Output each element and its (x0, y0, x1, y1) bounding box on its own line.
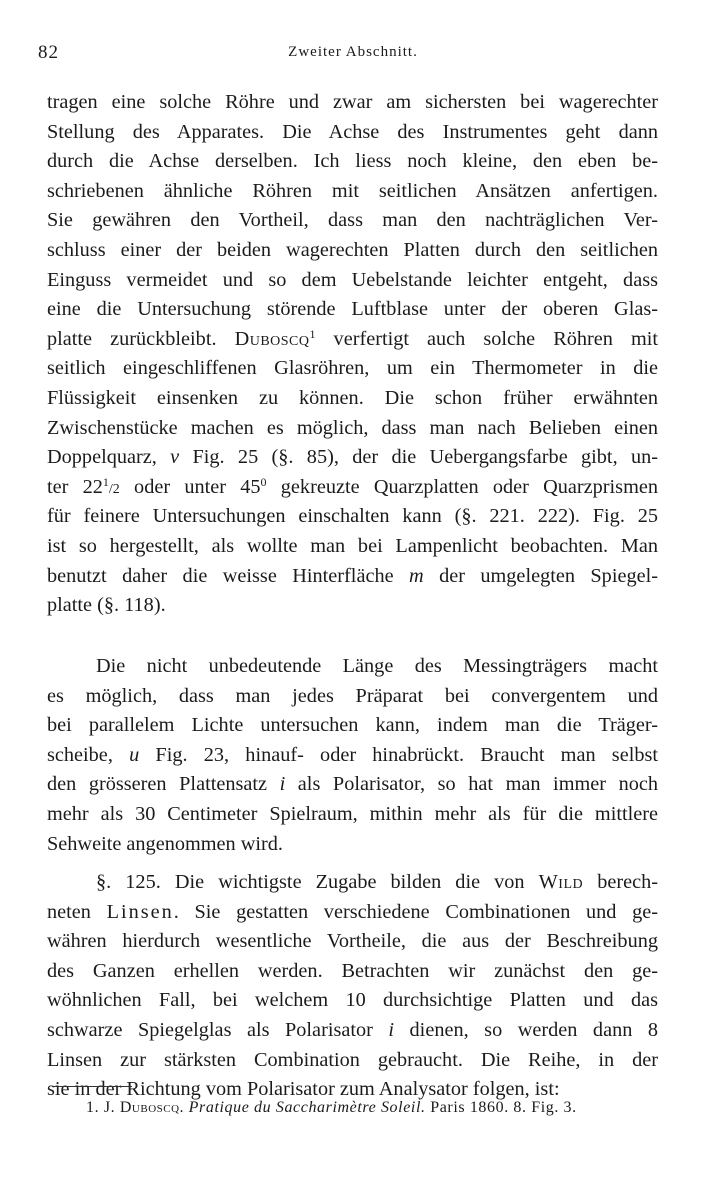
text-line: Sie gewähren den Vortheil, dass man den nachträglichen Ver- (47, 209, 658, 232)
figure-letter: m (409, 564, 424, 587)
author-name: Duboscq (234, 327, 310, 350)
fraction-denominator: /2 (108, 481, 120, 497)
figure-letter: i (388, 1019, 395, 1041)
footnote-author: Duboscq. (119, 1099, 185, 1116)
text-line: neten Linsen. Sie gestatten verschiedene Combinationen und ge- (47, 900, 658, 923)
text-line: sie in der Richtung vom Polarisator zum Analysator folgen, ist: (47, 1078, 560, 1101)
text-line: für feinere Untersuchungen einschalten kann (§. 221. 222). Fig. 25 (47, 505, 658, 528)
text-line: des Ganzen erhellen werden. Betrachten wir zunächst den ge- (47, 959, 658, 982)
text-line: schwarze Spiegelglas als Polarisator i dienen, so werden dann 8 (47, 1019, 659, 1041)
footnote (86, 1096, 666, 1120)
figure-letter: u (129, 743, 140, 766)
footnote-author-initial: J. (103, 1099, 116, 1116)
running-head: Zweiter Abschnitt. (288, 44, 418, 60)
page-header (38, 42, 668, 66)
text-line: wöhnlichen Fall, bei welchem 10 durchsichtige Platten und das (47, 989, 658, 1012)
text-line: Stellung des Apparates. Die Achse des Instrumentes geht dann (47, 120, 658, 143)
author-name: Wild (538, 871, 584, 893)
text-line: Die nicht unbedeutende Länge des Messingträgers macht (96, 655, 658, 677)
text-line: seitlich eingeschliffenen Glasröhren, um ein Thermometer in die (47, 357, 658, 380)
text-line: währen hierdurch wesentliche Vortheile, die aus der Beschreibung (47, 930, 658, 953)
text-line: mehr als 30 Centimeter Spielraum, mithin mehr als für die mittlere (47, 803, 658, 825)
spaced-emphasis: Linsen (106, 900, 174, 923)
text-line: Linsen zur stärksten Combination gebraucht. Die Reihe, in der (47, 1048, 658, 1071)
text-line: tragen eine solche Röhre und zwar am sichersten bei wagerechter (47, 91, 658, 113)
superscript: 1 (102, 474, 109, 489)
footnote-number: 1. (86, 1099, 100, 1116)
footnote-title: Pratique du Saccharimètre Soleil. (188, 1099, 426, 1116)
text-line: durch die Achse derselben. Ich liess noch kleine, den eben be- (47, 150, 658, 173)
text-line: ist so hergestellt, als wollte man bei Lampenlicht beobachten. Man (47, 535, 658, 557)
page-number: 82 (38, 42, 59, 63)
text-line: benutzt daher die weisse Hinterfläche m der umgelegten Spiegel- (47, 564, 658, 587)
text-line: Einguss vermeidet und so dem Uebelstande leichter entgeht, dass (47, 268, 658, 291)
text-line: bei parallelem Lichte untersuchen kann, indem man die Träger- (47, 714, 658, 737)
text-line: schluss einer der beiden wagerechten Platten durch den seitlichen (47, 239, 658, 261)
degree-sign: 0 (260, 474, 267, 489)
footnote-rule (52, 1086, 132, 1087)
text-line: den grösseren Plattensatz i als Polarisator, so hat man immer noch (47, 773, 658, 796)
text-line: scheibe, u Fig. 23, hinauf- oder hinabrückt. Braucht man selbst (47, 743, 658, 766)
text-line: eine die Untersuchung störende Luftblase unter der oberen Glas- (47, 298, 658, 321)
text-line: Sehweite angenommen wird. (47, 832, 283, 855)
footnote-rest: Paris 1860. 8. Fig. 3. (430, 1099, 577, 1116)
text-line: §. 125. Die wichtigste Zugabe bilden die von Wild berech- (96, 871, 658, 893)
text-line: platte zurückbleibt. Duboscq$^1$ verfertigt auch solche Röhren mit (47, 326, 658, 350)
figure-letter: i (279, 773, 286, 796)
superscript: 1 (309, 326, 316, 341)
text-line: schriebenen ähnliche Röhren mit seitlichen Ansätzen anfertigen. (47, 179, 658, 202)
text-line: es möglich, dass man jedes Präparat bei convergentem und (47, 684, 658, 707)
text-line: Zwischenstücke machen es möglich, dass man nach Belieben einen (47, 416, 658, 439)
text-line: Doppelquarz, v Fig. 25 (§. 85), der die Uebergangsfarbe gibt, un- (47, 446, 658, 469)
text-line: ter $22^1/2$ oder unter $45^0$ gekreuzte Quarzplatten oder Quarzprismen (47, 474, 658, 498)
text-line: Flüssigkeit einsenken zu können. Die schon früher erwähnten (47, 387, 658, 409)
figure-letter: v (170, 446, 180, 469)
text-line: platte (§. 118). (47, 594, 166, 617)
